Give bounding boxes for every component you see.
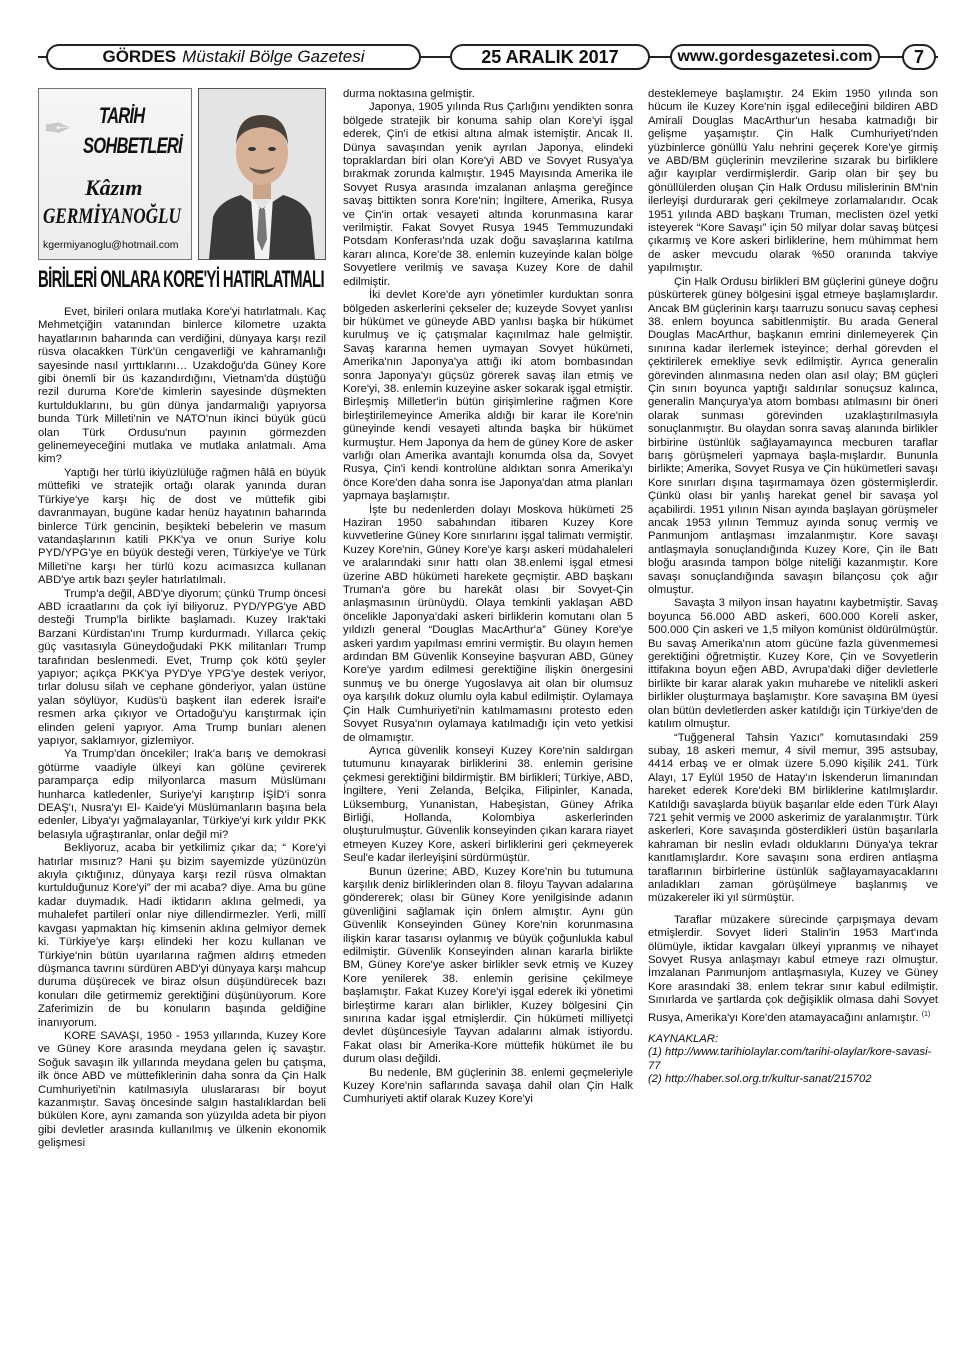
- paper-name: GÖRDES: [102, 47, 177, 66]
- author-last-name: GERMİYANOĞLU: [43, 203, 181, 228]
- paragraph: Ayrıca güvenlik konseyi Kuzey Kore'nin saldırgan tutumunu kınayarak birliklerini 38. enlemin gerisine çekmesi gerektiğini bildirmiştir. BM birlikleri; Türkiye, ABD, İngiltere, Yeni Zelanda, Belçika, Filipinler, Kanada, Lüksemburg, Yunanistan, Habeşistan, Güney Afrika Birliği, Hollanda, Kolombiya askerlerinden oluşturulmuştur. Güvenlik konseyinden çıkan karara riayet etmeyen Kuzey Kore, askeri birliklerini geri çekmeyerek Seul'e kadar ilerleyişini sürdürmüştür.: [343, 744, 633, 865]
- series-title-1: TARİH: [99, 103, 145, 128]
- masthead-bar: [38, 38, 938, 76]
- paragraph: KORE SAVAŞI, 1950 - 1953 yıllarında, Kuzey Kore ve Güney Kore arasında meydana gelen iç savaştır. Soğuk savaşın ilk yıllarında meydana gelen bu çatışma, ilk önce ABD ve müttefiklerinin daha sonra da Çin Halk Cumhuriyeti'nin katılmasıyla uluslararası bir boyut kazanmıştır. Savaş öncesinde salgın hastalıklardan beli bükülen Kore, aynı zamanda son yüzyılda adeta bir piyon gibi devletler arasında kullanılmış ve ülkenin ekonomik gelişmesi: [38, 1029, 326, 1150]
- reference-link[interactable]: (1) http://www.tarihiolaylar.com/tarihi-olaylar/kore-savasi-77: [648, 1046, 932, 1072]
- references: [648, 1033, 938, 1087]
- paragraph: Japonya, 1905 yılında Rus Çarlığını yendikten sonra bölgede stratejik bir konuma sahip olan Kore'yi işgal ederek, Çin'i de etkisi altına almak istemiştir. Ancak II. Dünya savaşından yenik ayrılan Japonya, elindeki topraklardan biri olan Kore'yi ABD ve Sovyet Rusya'ya bırakmak zorunda kalmıştır. 1945 Mayısında Amerika ile Sovyet Rusya arasında imzalanan anlaşma gereğince savaş bittikten sonra Kore'nin; İngiltere, Amerika, Rusya ve Çin'in ortak vesayeti altında korunmasına karar verilmiştir. Fakat Sovyet Rusya 1945 Temmuzundaki Potsdam Konferası'nda uzak doğu savaşlarına katılma kararı alınca, Kore'de 38. enlemin kuzeyinde kalan bölge Sovyetlere verilmiş ve savaşa Kuzey Kore de dahil edilmiştir.: [343, 101, 633, 288]
- article-column-1: [38, 306, 326, 1151]
- reference-link[interactable]: (2) http://haber.sol.org.tr/kultur-sanat/215702: [648, 1073, 872, 1086]
- paragraph: Ya Trump'dan öncekiler; Irak'a barış ve demokrasi götürme vaadiyle ülkeyi kan gölüne çevirerek paramparça edip milyonlarca masum Müslümanı hunharca katledenler, Suriye'yi karıştırıp İŞİD'i sonra DEAŞ'ı, Nusra'yı El- Kaide'yi Müslümanların başına bela edenler, Libya'yı yağmalayanlar, Türkiye'yi kırk yıldır PKK belasıyla uğraştıranlar, onlar değil mi?: [38, 748, 326, 841]
- paragraph: Bunun üzerine; ABD, Kuzey Kore'nin bu tutumuna karşılık deniz birliklerinden olan 8. filoyu Tayvan adalarına göndererek; olası bir Güney Kore yenilgisinde adanın güvenliğini sağlamak için önlem almıştır. Aynı gün Güvenlik Konseyinden Güney Kore'nin korunmasına ilişkin karar tasarısı oylanmış ve büyük çoğunlukla kabul edilmiştir. Güvenlik Konseyinden alınan kararla birlikte BM, Güney Kore'ye asker birlikler sevk etmiş ve Kuzey Kore yenilerek 38. enlemin gerisine çekilmeye başlamıştır. Fakat Kuzey Kore'yi işgal ederek iki yönetimi birleştirme kararı alan birlikler, Kuzey bölgesini Çin sınırına kadar işgal etmişlerdir. Çin hükümeti milliyetçi devlet düşüncesiyle Tayvan adalarını almak istiyordu. Fakat olası bir Amerika-Kore müttefik hükümet ile bu durum olası değildi.: [343, 865, 633, 1066]
- quill-icon: ✒: [43, 110, 72, 148]
- paper-subtitle: Müstakil Bölge Gazetesi: [182, 47, 365, 66]
- page-number: 7: [902, 44, 936, 70]
- paragraph: İki devlet Kore'de ayrı yönetimler kurduktan sonra bölgeden askerlerini çekseler de; kuzeyde Sovyet yanlısı bir hükümet ve güneyde ABD yanlısı başka bir hükümet kurulmuş ve iç çatışmalar kaçınılmaz hale gelmiştir. Savaş kararına hemen uymayan Sovyet hükümeti, Amerika'nın Japonya'ya attığı iki atom bombasından sonra Japonya'yı güçsüz görerek savaş ilan etmiş ve Kore'yi, 38. enlemin kuzeyine asker sokarak işgal etmiştir. Birleşmiş Milletler'in bütün girişimlerine rağmen Kore birleştirilemeyince Amerika aldığı bir karar ile Kore'nin güneyinde kendi vesayeti altında başka bir hükümet kurmuştur. Hem Japonya da hem de güney Kore de asker varlığı olan Amerika avantajlı konumda olsa da, Sovyet Rusya, Çin'i kendi kontrolüne aldıktan sonra Amerika'yı önce Kore'den daha sonra ise Japonya'dan atma planları yapmaya başlamıştır.: [343, 289, 633, 503]
- paragraph: Çin Halk Ordusu birlikleri BM güçlerini güneye doğru püskürterek güney bölgesini işgal etmeye başlamışlardır. Ancak BM güçlerinin karşı taarruzu sonucu savaş cephesi 38. enlem boyunca sabitlenmiştir. Bu arada General Douglas MacArthur, başkanın emrini dinlemeyerek Çin sınırına kadar ilerlemek isteyince; derhal görevden el çektirilerek emekliye sevk edilmiştir. Ayrıca generalin görevinden alınmasına neden olan asıl olay; BM güçleri Çin sınırı boyunca yaptığı saldırılar sonuçsuz kalınca, generalin Mançurya'ya atom bombası atılmasını bir öneri olarak sunması görevinden uzaklaştırılmasıyla sonuçlanmıştır. Bu olaydan sonra savaş alanında birlikler birbirine üstünlük sağlayamayınca mecburen taraflar barış görüşmeleri yapmaya başla-mışlardır. Bununla birlikte; Amerika, Sovyet Rusya ve Çin hükümetleri savaşı Kore sınırları dışına taşırmamaya özen göstermişlerdir. Çünkü olası bir yanlış harekat genel bir savaşa yol açabilirdi. 1951 yılının Nisan ayında başlayan görüşmeler ancak 1953 yılının Temmuz ayında sonuç vermiş ve Panmunjom antlaşması imzalanmıştır. Kore savaşı antlaşmayla sonuçlandığında Kuzey Kore, Çin ile Batı bloğu arasında tampon bölge niteliği kazanmıştır. Kore savaşı sonuçlandığında savaşın bilançosu çok ağır olmuştur.: [648, 275, 938, 597]
- references-title: KAYNAKLAR:: [648, 1032, 719, 1045]
- paragraph: Bekliyoruz, acaba bir yetkilimiz çıkar da; “ Kore'yi hatırlar mısınız? Hani şu bizim sayemizde yüzünüzün akıyla çıktığınız, dünyaya karşı rezil rüsva olmaktan kurtulduğunuz Kore'yi” der mi acaba? diye. Ama bu güne kadar duymadık. Hadi iktidarın aklına gelmedi, ya muhalefet partileri onlar niye dillendirmezler. Yerli, millî kavgası yapmaktan hiç kimsenin aklına gelmiyor demek ki. Türkiye'ye karşı elindeki her kozu kullanan ve Türkiye'nin bütün uyarılarına rağmen aldırış etmeden düşmanca tavrını sürdüren ABD'yi dünyaya karşı mahcup duruma düşürecek ve biraz olsun düşündürecek bazı konuları dile getirmemiz gerektiğini düşünüyorum. Kore Zaferimizin de bu konuların başında geldiğine inanıyorum.: [38, 842, 326, 1029]
- series-title-2: SOHBETLERİ: [83, 133, 182, 158]
- column-logo: [38, 88, 192, 260]
- paragraph: desteklemeye başlamıştır. 24 Ekim 1950 yılında son hücum ile Kuzey Kore'nin işgal edileceğini bildiren ABD Amirali Douglas MacArthur'un hesaba katmadığı bir gelişme yaşamıştır. Çin Halk Cumhuriyeti'nden yüzbinlerce gönüllü Yalu nehrini geçerek Kore'ye girmiş ve ABD/BM güçlerinin mevzilerine sızarak bu birliklere ağır kayıplar verdirmişlerdir. Garip olan bir şey bu gönüllülerden oluşan Çin Halk Ordusu milislerinin BM'nin ilerleyişi durdurarak geri çekilmeye zorlamalarıdır. Ocak 1951 yılında ABD başkanı Truman, meclisten özel yetki isteyerek “Kore Savaşı” için 50 milyar dolar savaş bütçesi çıkarmış ve Kore askeri birliklerine, hem mühimmat hem de asker mevcudu olarak %50 oranında takviye yapılmıştır.: [648, 88, 938, 275]
- footnote-mark: (1): [921, 1010, 931, 1018]
- website-link[interactable]: www.gordesgazetesi.com: [670, 44, 880, 70]
- author-box: [38, 88, 326, 266]
- paper-title-box: [46, 44, 421, 70]
- article-column-3: [648, 88, 938, 1086]
- issue-date: 25 ARALIK 2017: [450, 44, 650, 70]
- paragraph: İşte bu nedenlerden dolayı Moskova hükümeti 25 Haziran 1950 sabahından itibaren Kuzey Kore kuvvetlerine Güney Kore sınırlarını işgal talimatı vermiştir. Kuzey Kore'nin, Güney Kore'ye karşı askeri müdahaleleri ve aralarındaki sınır hattı olan 38.enlemi işgal etmesi üzerine ABD hükümeti harekete geçmiştir. ABD başkanı Truman'a göre bu harekât olası bir Sovyet-Çin anlaşmasının ürünüydü. Olaya temkinli yaklaşan ABD öncelikle Japonya'daki askeri birliklerin komutanı olan 5 yıldızlı general “Douglas MacArthur'a” Güney Kore'ye askeri yardım yapılması emrini vermiştir. Bu olayın hemen ardından BM Güvenlik Konseyine başvuran ABD, Güney Kore'ye yardım edilmesi gerektiğine ilişkin önergesini sunmuş ve bu önerge Yugoslavya ait olan bir olumsuz oya karşılık dokuz olumlu oyla kabul edilmiştir. Oylamaya Çin Halk Cumhuriyeti'nin katılmamasını protesto eden Sovyet Rusya'nın oylamaya katılmadığı için veto yetkisi de olmamıştır.: [343, 503, 633, 744]
- author-photo: [198, 88, 326, 260]
- paragraph: Bu nedenle, BM güçlerinin 38. enlemi geçmeleriyle Kuzey Kore'nin saflarında savaşa dahil olan Çin Halk Cumhuriyeti aktif olarak Kuzey Kore'yi: [343, 1066, 633, 1106]
- author-email[interactable]: kgermiyanoglu@hotmail.com: [43, 239, 179, 251]
- paragraph: Yaptığı her türlü ikiyüzlülüğe rağmen hâlâ en büyük müttefiki ve stratejik ortağı olarak yanında duran Türkiye'ye karşı hiç de dost ve müttefik gibi davranmayan, bugüne kadar henüz hayatının baharında binlerce Türk gencinin, beşikteki bebelerin ve masum vatandaşlarının katili PKK'ya ve onun Suriye kolu PYD/YPG'ye en büyük desteği veren, Türkiye'ye ve Türk Milleti'ne karşı her türlü kozu acımasızca kullanan ABD'ye artık bazı şeyler hatırlatılmalı.: [38, 466, 326, 587]
- paragraph-text: Taraflar müzakere sürecinde çarpışmaya devam etmişlerdir. Sovyet lideri Stalin'in 1953 Mart'ında ölümüyle, iktidar kavgaları ülkeyi yıpranmış ve nihayet Sovyet Rusya anlaşmayı kabul etmeye razı olmuştur. İmzalanan Panmunjom antlaşmasıyla, Kuzey ve Güney Kore arasındaki 38. enlem tekrar sınır kabul edilmiştir. Sınırlarda ve şartlarda çok değişiklik olmasa dahi Sovyet Rusya, Amerika'yı Kore'den atamayacağını anlamıştır.: [648, 913, 938, 1024]
- paragraph: durma noktasına gelmiştir.: [343, 88, 475, 100]
- author-first-name: Kâzım: [85, 175, 143, 200]
- paragraph: Savaşta 3 milyon insan hayatını kaybetmiştir. Savaş boyunca 56.000 ABD askeri, 600.000 Koreli asker, 500.000 Çin askeri ve 1,5 milyon komünist öldürülmüştür. Bu savaş Amerika'nın atom gücüne fazla güvenmemesi gerektiğini öğretmiştir. Kuzey Kore, Çin ve Sovyetlerin ittifakına boyun eğen ABD, Avrupa'daki diğer devletlerle birlikte bir karar alarak yakın muharebe ve nitelikli askeri birlikler oluşturmaya başlamıştır. Kore savaşına BM üyesi olan bütün devletlerden asker katıldığı için Türkiye'den de katılım olmuştur.: [648, 597, 938, 731]
- article-headline: BİRİLERİ ONLARA KORE'Yİ HATIRLATMALI: [38, 266, 324, 293]
- author-portrait-icon: [199, 89, 325, 259]
- paragraph: [648, 914, 938, 1025]
- article-column-2: [343, 88, 633, 1107]
- paragraph: “Tuğgeneral Tahsin Yazıcı” komutasındaki 259 subay, 18 askeri memur, 4 sivil memur, 395 astsubay, 4414 erbaş ve er olmak üzere 5.090 kişilik 241. Türk Alayı, 17 Eylül 1950 de Hatay'ın İskenderun limanından hareket ederek Kore'deki BM birliklerine katılmışlardır. Katıldığı savaşlarda büyük başarılar elde eden Türk Alayı 721 şehit vermiş ve 2000 askerimiz de yaralanmıştır. Türk askerleri, Kore savaşında gösterdikleri üstün başarılarla kahraman bir neslin evladı olduklarını Dünya'ya tekrar kanıtlamışlardır. Kore savaşını sona erdiren antlaşma taraflarının birbirlerine üstünlük sağlayamayacaklarını anladıkları zaman görüşülmeye başlanmış ve müzakereler iki yıl sürmüştür.: [648, 731, 938, 905]
- paragraph: Trump'a değil, ABD'ye diyorum; çünkü Trump öncesi ABD icraatlarını da çok iyi biliyoruz. PYD/YPG'ye ABD desteği Trump'la birlikte başlamadı. Kuzey Irak'taki Barzani Kürdistan'ını Trump kurdurmadı. Yıllarca çekiç güç vasıtasıyla Güneydoğudaki PKK militanları Trump tarafından beslenmedi. Evet, Trump çok kötü şeyler yapıyor; açıkça PKK'ya PYD'ye YPG'ye destek veriyor, tırlar dolusu silah ve cephane gönderiyor, yalan üstüne yalan söylüyor, Kudüs'ü başkent ilan ederek İsrail'e resmen arka çıkıyor ve Ortadoğu'yu karıştırmak için elinden geleni yapıyor. Ama Trump bunları alenen yapıyor, saklamıyor, gizlemiyor.: [38, 587, 326, 747]
- paragraph: Evet, birileri onlara mutlaka Kore'yi hatırlatmalı. Kaç Mehmetçiğin vatanından binlerce kilometre uzakta hayatlarının baharında can verdiğini, dünyaya karşı rezil rüsva olacakken Türk'ün cengaverliği ve kahramanlığı sayesinde nasıl yırttıklarını… Uzakdoğu'da Güney Kore gibi önemli bir üs kazandırdığını, Vietnam'da düştüğü rezil duruma Kore'de kimlerin sayesinde düşmekten kurtulduklarını, bu gün dünya jandarmalığı yapıyorsa bunda Türk Milleti'nin ve NATO'nun ikinci büyük gücü olan Türk Ordusu'nun payının görmezden gelinemeyeceğini mutlaka ve mutlaka anlatmalı. Ama kim?: [38, 306, 326, 466]
